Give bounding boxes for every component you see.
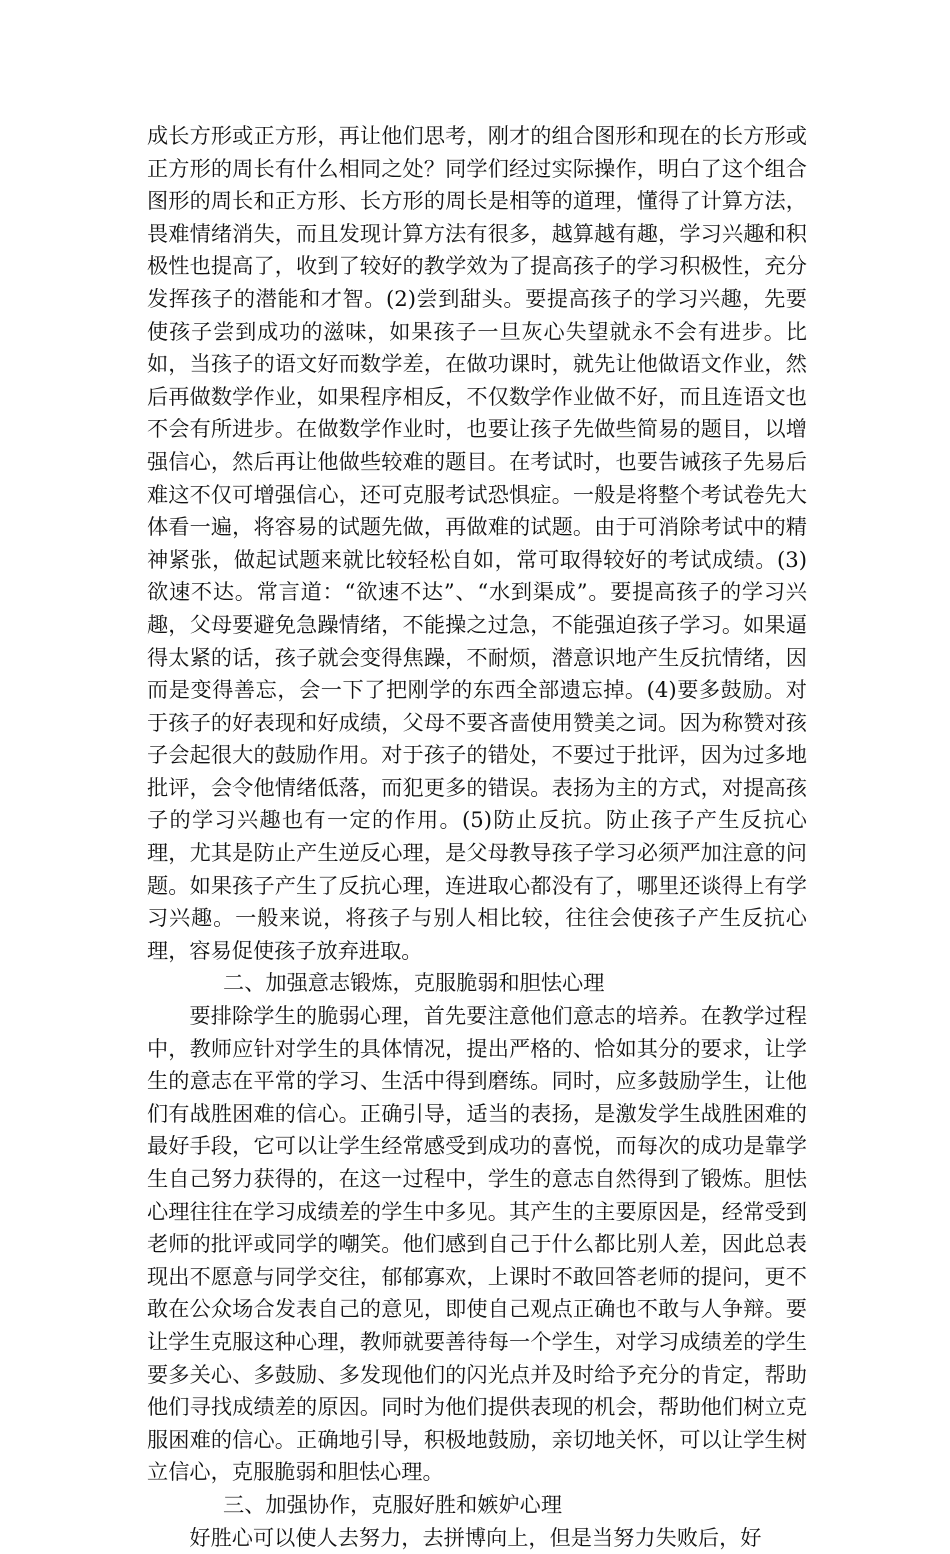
- body-paragraph: 要排除学生的脆弱心理，首先要注意他们意志的培养。在教学过程中，教师应针对学生的具体情况，提出严格的、恰如其分的要求，让学生的意志在平常的学习、生活中得到磨练。同时，应多鼓励学生，让他们有战胜困难的信心。正确引导，适当的表扬，是激发学生战胜困难的最好手段，它可以让学生经常感受到成功的喜悦，而每次的成功是靠学生自己努力获得的，在这一过程中，学生的意志自然得到了锻炼。胆怯心理往往在学习成绩差的学生中多见。其产生的主要原因是，经常受到老师的批评或同学的嘲笑。他们感到自己于什么都比别人差，因此总表现出不愿意与同学交往，郁郁寡欢，上课时不敢回答老师的提问，更不敢在公众场合发表自己的意见，即使自己观点正确也不敢与人争辩。要让学生克服这种心理，教师就要善待每一个学生，对学习成绩差的学生要多关心、多鼓励、多发现他们的闪光点并及时给予充分的肯定，帮助他们寻找成绩差的原因。同时为他们提供表现的机会，帮助他们树立克服困难的信心。正确地引导，积极地鼓励，亲切地关怀，可以让学生树立信心，克服脆弱和胆怯心理。: [147, 1003, 807, 1485]
- document-body: [147, 120, 807, 1554]
- section-heading-2: 二、加强意志锻炼，克服脆弱和胆怯心理: [223, 970, 605, 996]
- body-paragraph: 成长方形或正方形，再让他们思考，刚才的组合图形和现在的长方形或正方形的周长有什么相同之处？同学们经过实际操作，明白了这个组合图形的周长和正方形、长方形的周长是相等的道理，懂得了计算方法，畏难情绪消失，而且发现计算方法有很多，越算越有趣，学习兴趣和积极性也提高了，收到了较好的教学效为了提高孩子的学习积极性，充分发挥孩子的潜能和才智。(2)尝到甜头。要提高孩子的学习兴趣，先要使孩子尝到成功的滋味，如果孩子一旦灰心失望就永不会有进步。比如，当孩子的语文好而数学差，在做功课时，就先让他做语文作业，然后再做数学作业，如果程序相反，不仅数学作业做不好，而且连语文也不会有所进步。在做数学作业时，也要让孩子先做些简易的题目，以增强信心，然后再让他做些较难的题目。在考试时，也要告诫孩子先易后难这不仅可增强信心，还可克服考试恐惧症。一般是将整个考试卷先大体看一遍，将容易的试题先做，再做难的试题。由于可消除考试中的精神紧张，做起试题来就比较轻松自如，常可取得较好的考试成绩。(3)欲速不达。常言道：“欲速不达”、“水到渠成”。要提高孩子的学习兴趣，父母要避免急躁情绪，不能操之过急，不能强迫孩子学习。如果逼得太紧的话，孩子就会变得焦躁，不耐烦，潜意识地产生反抗情绪，因而是变得善忘，会一下了把刚学的东西全部遗忘掉。(4)要多鼓励。对于孩子的好表现和好成绩，父母不要吝啬使用赞美之词。因为称赞对孩子会起很大的鼓励作用。对于孩子的错处，不要过于批评，因为过多地批评，会令他情绪低落，而犯更多的错误。表扬为主的方式，对提高孩子的学习兴趣也有一定的作用。(5)防止反抗。防止孩子产生反抗心理，尤其是防止产生逆反心理，是父母教导孩子学习必须严加注意的问题。如果孩子产生了反抗心理，连进取心都没有了，哪里还谈得上有学习兴趣。一般来说，将孩子与别人相比较，往往会使孩子产生反抗心理，容易促使孩子放弃进取。: [147, 123, 807, 963]
- section-heading-3: 三、加强协作，克服好胜和嫉妒心理: [223, 1491, 563, 1517]
- body-paragraph: 好胜心可以使人去努力，去拼博向上，但是当努力失败后，好: [189, 1524, 762, 1550]
